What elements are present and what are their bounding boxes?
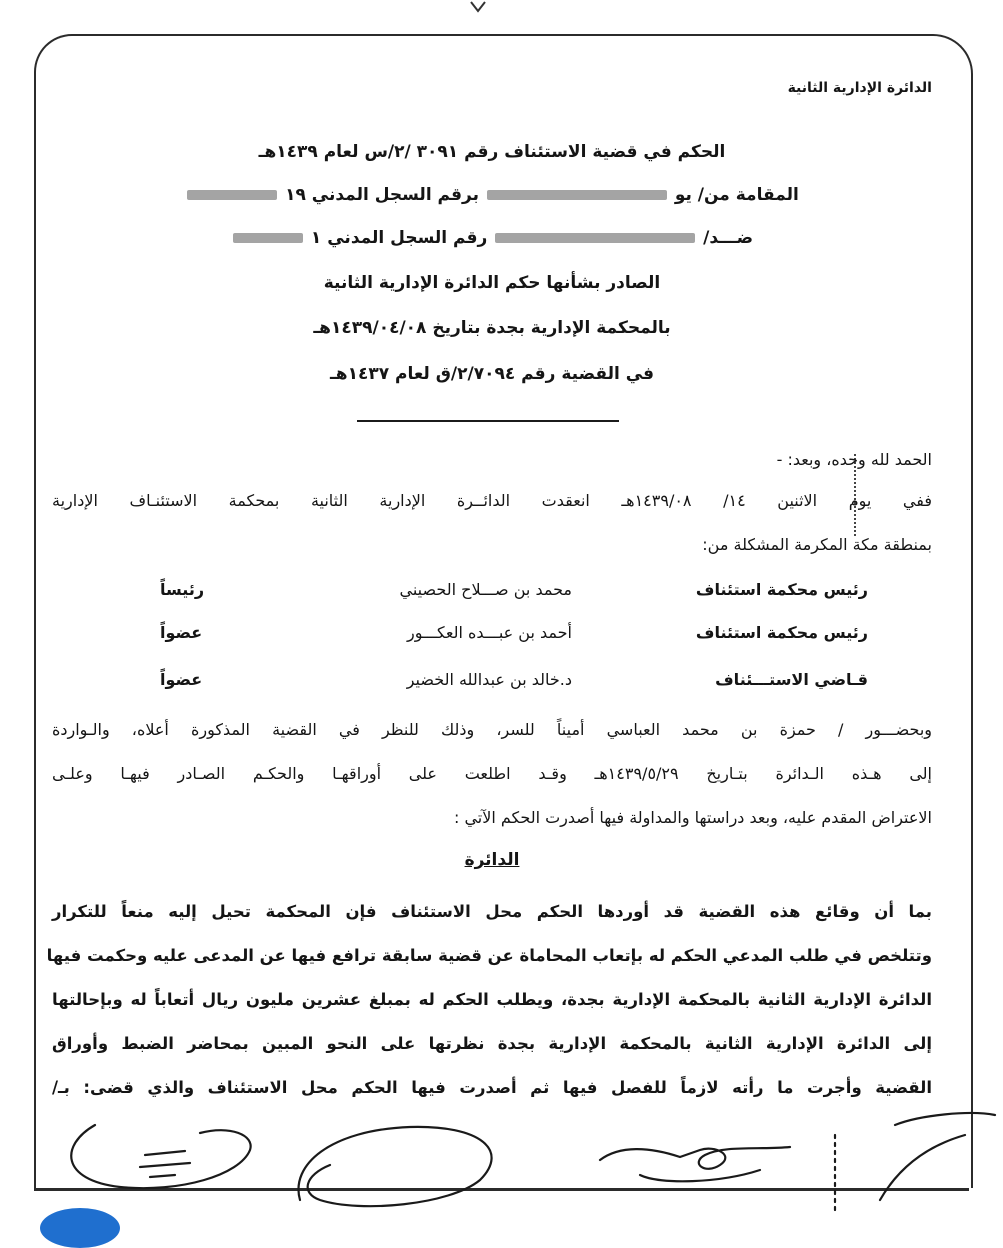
redacted-respondent-id (233, 233, 303, 243)
panel-position: رئيساً (160, 580, 205, 599)
case-title: الحكم في قضية الاستئناف رقم ٣٠٩١ /٢/س لعام ١٤٣٩هـ (258, 142, 726, 162)
panel-position: عضواً (160, 623, 203, 642)
presence-line-2: إلى هـذه الـدائرة بتـاريخ ١٤٣٩/٥/٢٩هـ وقـد اطلعت على أوراقهـا والحكـم الصـادر فيهـا وعلـى (52, 764, 932, 783)
respondent-id-label: رقم السجل المدني ١ (310, 228, 488, 248)
original-case-line: في القضية رقم ٢/٧٠٩٤/ق لعام ١٤٣٧هـ (329, 364, 655, 384)
panel-name: أحمد بن عبـــده العكـــور (406, 623, 572, 642)
presence-line-3: الاعتراض المقدم عليه، وبعد دراستها والمداولة فيها أصدرت الحكم الآتي : (453, 808, 932, 827)
blue-stamp (40, 1208, 120, 1248)
circuit-label: الدائرة الإدارية الثانية (787, 80, 932, 96)
opening-line: الحمد لله وحده، وبعد: - (776, 450, 932, 469)
issued-line: الصادر بشأنها حكم الدائرة الإدارية الثانية (323, 273, 661, 293)
facts-line-2: وتتلخص في طلب المدعي الحكم له بإتعاب المحاماة عن قضية سابقة ترافع فيها عن المدعى عليه وحكمت فيها (46, 946, 932, 965)
respondent-label: ضـــد/ (703, 228, 753, 248)
signature-far-right (880, 1113, 995, 1200)
panel-member (52, 623, 932, 653)
signature-center (298, 1127, 491, 1206)
panel-member (52, 580, 932, 610)
appellant-line (52, 185, 932, 205)
appellant-id-label: برقم السجل المدني ١٩ (285, 185, 479, 205)
session-line-2: بمنطقة مكة المكرمة المشكلة من: (702, 535, 932, 554)
panel-role: رئيس محكمة استئناف (695, 580, 868, 599)
respondent-line (52, 228, 932, 248)
panel-role: قـاضي الاستـــئناف (715, 670, 868, 689)
signature-right (600, 1147, 790, 1169)
title-separator (357, 420, 619, 422)
facts-line-4: إلى الدائرة الإدارية الثانية بالمحكمة الإدارية بجدة نظرتها على النحو المبين بمحاضر الضبط وأوراق (52, 1034, 932, 1053)
top-mark-icon (468, 0, 488, 14)
panel-member (52, 670, 932, 700)
panel-name: محمد بن صـــلاح الحصيني (399, 580, 572, 599)
panel-role: رئيس محكمة استئناف (695, 623, 868, 642)
facts-line-3: الدائرة الإدارية الثانية بالمحكمة الإدارية بجدة، ويطلب الحكم له بمبلغ عشرين مليون ريال أتعاباً له وبإحالتها (52, 990, 932, 1009)
facts-line-1: بما أن وقائع هذه القضية قد أوردها الحكم محل الاستئناف فإن المحكمة تحيل إليه منعاً للتكرار (52, 902, 932, 921)
section-heading: الدائرة (464, 850, 520, 870)
document-frame (34, 34, 973, 1188)
appellant-label: المقامة من/ يو (674, 185, 799, 205)
signature-left-mark (140, 1151, 190, 1177)
presence-line-1: وبحضـــور / حمزة بن محمد العباسي أميناً للسر، وذلك للنظر في القضية المذكورة أعلاه، والـواردة (52, 720, 932, 739)
signature-right-tail (640, 1170, 760, 1181)
facts-line-5: القضية وأجرت ما رأته لازماً للفصل فيها ثم أصدرت فيها الحكم محل الاستئناف والذي قضى: بـ/ (52, 1078, 932, 1097)
court-date-line: بالمحكمة الإدارية بجدة بتاريخ ١٤٣٩/٠٤/٠٨هـ (313, 318, 671, 338)
redacted-appellant-name (487, 190, 667, 200)
panel-position: عضواً (160, 670, 203, 689)
redacted-appellant-id (187, 190, 277, 200)
panel-name: د.خالد بن عبدالله الخضير (406, 670, 572, 689)
redacted-respondent-name (495, 233, 695, 243)
session-line-1: ففي يوم الاثنين ١٤/ ١٤٣٩/٠٨هـ انعقدت الدائــرة الإدارية الثانية بمحكمة الاستئنـاف الإدارية (52, 491, 932, 510)
signatures (0, 1105, 1003, 1222)
signature-left (71, 1125, 250, 1188)
